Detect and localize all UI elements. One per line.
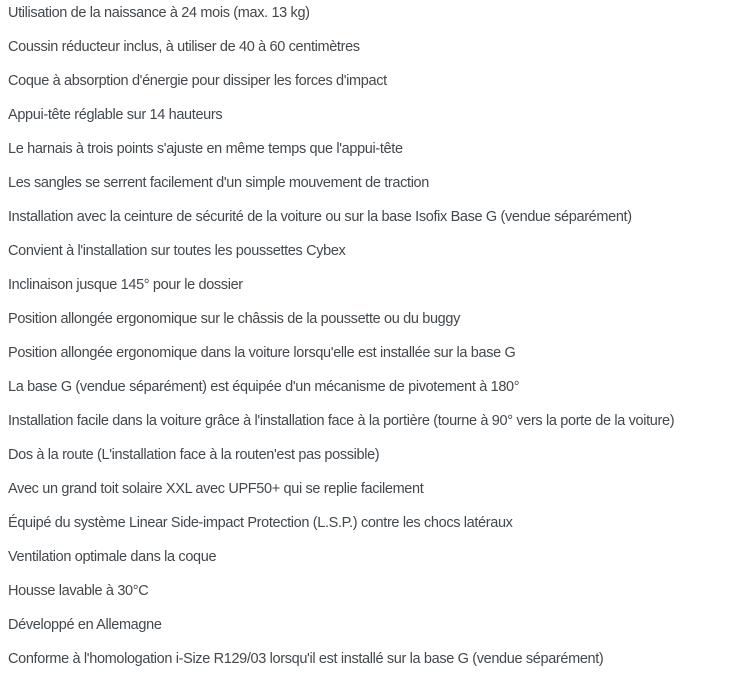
feature-item: Ventilation optimale dans la coque — [8, 549, 217, 565]
feature-item: Équipé du système Linear Side-impact Protection (L.S.P.) contre les chocs latéraux — [8, 515, 513, 531]
feature-item: Convient à l'installation sur toutes les poussettes Cybex — [8, 243, 346, 259]
feature-item: Développé en Allemagne — [8, 617, 162, 633]
feature-item: Dos à la route (L'installation face à la routen'est pas possible) — [8, 447, 380, 463]
feature-item: Inclinaison jusque 145° pour le dossier — [8, 277, 243, 293]
feature-item: Position allongée ergonomique sur le châssis de la poussette ou du buggy — [8, 311, 461, 327]
feature-item: Coque à absorption d'énergie pour dissiper les forces d'impact — [8, 73, 387, 89]
feature-item: Conforme à l'homologation i-Size R129/03 lorsqu'il est installé sur la base G (vendue séparément) — [8, 651, 604, 667]
feature-item: Installation avec la ceinture de sécurité de la voiture ou sur la base Isofix Base G (vendue séparément) — [8, 209, 632, 225]
feature-item: Appui-tête réglable sur 14 hauteurs — [8, 107, 223, 123]
feature-item: Installation facile dans la voiture grâce à l'installation face à la portière (tourne à 90° vers la porte de la voiture) — [8, 413, 675, 429]
feature-item: Avec un grand toit solaire XXL avec UPF50+ qui se replie facilement — [8, 481, 424, 497]
feature-item: Coussin réducteur inclus, à utiliser de 40 à 60 centimètres — [8, 39, 360, 55]
feature-item: Le harnais à trois points s'ajuste en même temps que l'appui-tête — [8, 141, 403, 157]
feature-item: Housse lavable à 30°C — [8, 583, 149, 599]
feature-item: Position allongée ergonomique dans la voiture lorsqu'elle est installée sur la base G — [8, 345, 516, 361]
feature-item: Utilisation de la naissance à 24 mois (max. 13 kg) — [8, 5, 310, 21]
feature-item: Les sangles se serrent facilement d'un simple mouvement de traction — [8, 175, 429, 191]
feature-item: La base G (vendue séparément) est équipée d'un mécanisme de pivotement à 180° — [8, 379, 520, 395]
